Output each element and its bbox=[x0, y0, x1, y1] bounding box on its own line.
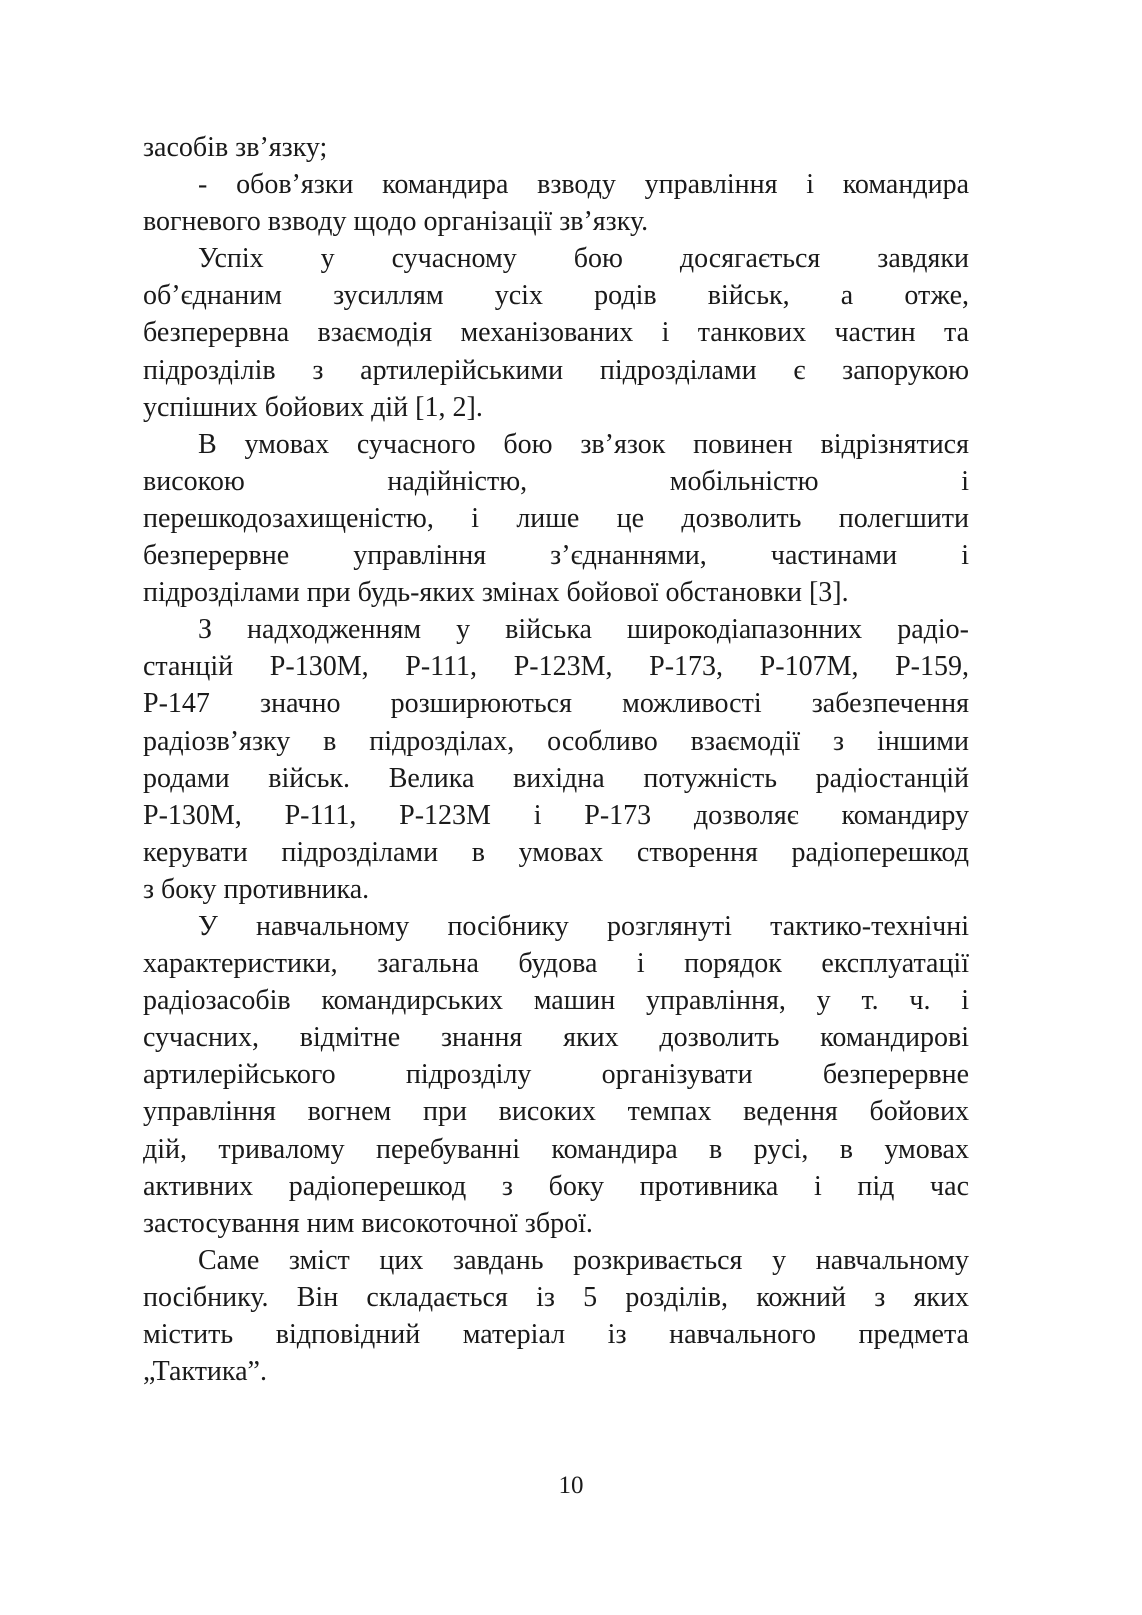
text-line: дій, тривалому перебуванні командира в русі, в умовах bbox=[143, 1133, 969, 1165]
text-line: артилерійського підрозділу організувати безперервне bbox=[143, 1059, 969, 1091]
text-line: родами військ. Велика вихідна потужність радіостанцій bbox=[143, 762, 969, 794]
text-line: перешкодозахищеністю, і лише це дозволить полегшити bbox=[143, 502, 969, 534]
text-line: посібнику. Він складається із 5 розділів, кожний з яких bbox=[143, 1281, 969, 1313]
text-line: управління вогнем при високих темпах ведення бойових bbox=[143, 1096, 969, 1128]
text-line: об’єднаним зусиллям усіх родів військ, а отже, bbox=[143, 280, 969, 312]
text-line: Саме зміст цих завдань розкривається у навчальному bbox=[198, 1244, 969, 1276]
text-line: безперервне управління з’єднаннями, частинами і bbox=[143, 540, 969, 572]
text-line: характеристики, загальна будова і порядок експлуатації bbox=[143, 948, 969, 980]
paragraph bbox=[143, 129, 969, 166]
text-line: З надходженням у війська широкодіапазонних радіо- bbox=[198, 614, 969, 646]
document-body bbox=[143, 129, 969, 1390]
text-line: сучасних, відмітне знання яких дозволить командирові bbox=[143, 1022, 969, 1054]
paragraph bbox=[143, 240, 969, 425]
paragraph bbox=[143, 611, 969, 908]
page-number: 10 bbox=[558, 1472, 584, 1499]
text-line: успішних бойових дій [1, 2]. bbox=[143, 391, 483, 423]
text-line: застосування ним високоточної зброї. bbox=[143, 1207, 593, 1239]
paragraph bbox=[143, 426, 969, 611]
text-line: містить відповідний матеріал із навчального предмета bbox=[143, 1319, 969, 1350]
text-line: засобів зв’язку; bbox=[143, 132, 328, 163]
text-line: Р-147 значно розширюються можливості забезпечення bbox=[143, 688, 969, 720]
text-line: активних радіоперешкод з боку противника і під час bbox=[143, 1170, 969, 1202]
text-line: „Тактика”. bbox=[143, 1356, 267, 1388]
text-line: В умовах сучасного бою зв’язок повинен відрізнятися bbox=[198, 428, 969, 460]
paragraph bbox=[143, 908, 969, 1242]
paragraph bbox=[143, 166, 969, 240]
text-line: підрозділами при будь-яких змінах бойової обстановки [3]. bbox=[143, 577, 849, 609]
paragraph bbox=[143, 1242, 969, 1390]
text-line: Р-130М, Р-111, Р-123М і Р-173 дозволяє командиру bbox=[143, 799, 969, 831]
text-line: з боку противника. bbox=[143, 873, 370, 905]
text-line: станцій Р-130М, Р-111, Р-123М, Р-173, Р-107М, Р-159, bbox=[143, 651, 969, 683]
text-line: - обов’язки командира взводу управління і командира bbox=[198, 169, 969, 201]
text-line: високою надійністю, мобільністю і bbox=[143, 465, 969, 497]
text-line: Успіх у сучасному бою досягається завдяки bbox=[198, 243, 969, 275]
text-line: У навчальному посібнику розглянуті тактико-технічні bbox=[198, 910, 969, 942]
text-line: безперервна взаємодія механізованих і танкових частин та bbox=[143, 317, 969, 349]
text-line: вогневого взводу щодо організації зв’язку. bbox=[143, 206, 649, 238]
text-line: керувати підрозділами в умовах створення радіоперешкод bbox=[143, 836, 969, 868]
text-line: радіозв’язку в підрозділах, особливо взаємодії з іншими bbox=[143, 725, 969, 757]
text-line: радіозасобів командирських машин управління, у т. ч. і bbox=[143, 985, 969, 1017]
text-line: підрозділів з артилерійськими підрозділами є запорукою bbox=[143, 354, 969, 386]
